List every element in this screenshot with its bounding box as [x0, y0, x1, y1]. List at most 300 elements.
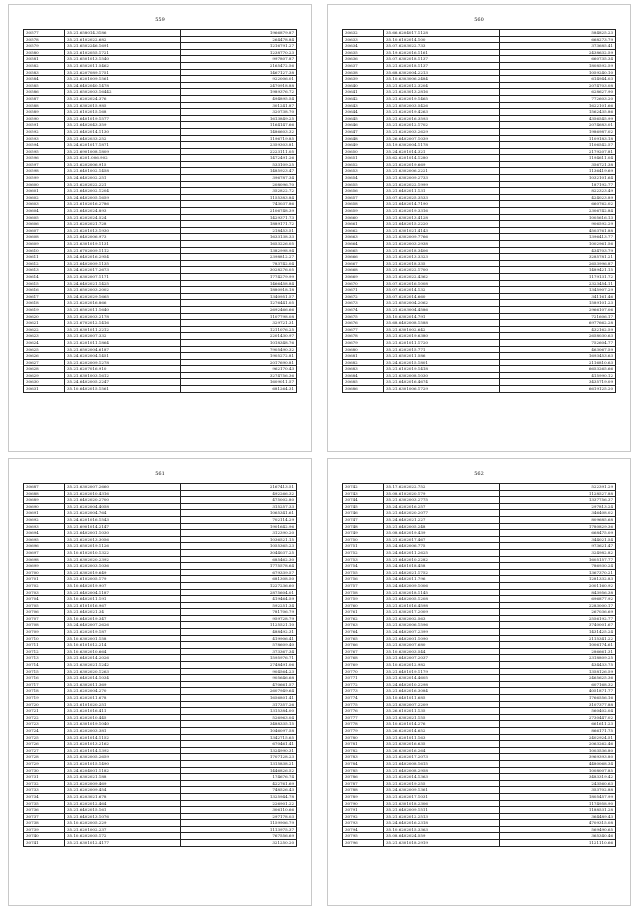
table-row: [343, 306, 616, 313]
table-row: [24, 780, 297, 787]
amount-cell: 1325944.78: [180, 793, 296, 800]
reference-cell: 35.21.6207089.1751: [64, 69, 180, 76]
table-row: [343, 287, 616, 294]
amount-cell: 721606.17: [499, 313, 615, 320]
row-id-cell: 30710: [24, 635, 65, 642]
row-id-cell: 30660: [343, 214, 384, 221]
reference-cell: 35.24.6202029.1665: [64, 293, 180, 300]
table-row: [343, 115, 616, 122]
amount-cell: 1780829.36: [499, 523, 615, 530]
row-id-cell: 30756: [343, 576, 384, 583]
reference-cell: 35.21.6202019.669: [383, 161, 499, 168]
row-id-cell: 30612: [24, 260, 65, 267]
row-id-cell: 30607: [24, 227, 65, 234]
reference-cell: 35.21.6201015.1490: [64, 760, 180, 767]
reference-cell: 35.21.6402001.1090: [383, 635, 499, 642]
row-id-cell: 30635: [343, 49, 384, 56]
table-row: [24, 510, 297, 517]
row-id-cell: 30711: [24, 642, 65, 649]
amount-cell: 1446826.52: [180, 767, 296, 774]
reference-cell: 35.21.658014.3186: [64, 30, 180, 37]
row-id-cell: 30703: [24, 589, 65, 596]
reference-cell: 35.21.6202019.6380: [383, 333, 499, 340]
row-id-cell: 30610: [24, 247, 65, 254]
row-id-cell: 30733: [24, 787, 65, 794]
amount-cell: 1337756.37: [499, 497, 615, 504]
table-row: [24, 563, 297, 570]
amount-cell: 297813.24: [499, 503, 615, 510]
row-id-cell: 30618: [24, 300, 65, 307]
table-row: [343, 596, 616, 603]
amount-cell: 419464.59: [180, 596, 296, 603]
table-row: [343, 701, 616, 708]
reference-cell: 35.24.6302009.1361: [383, 787, 499, 794]
reference-cell: 35.10.6401011.685: [383, 695, 499, 702]
reference-cell: 35.21.6201013.2162: [64, 741, 180, 748]
row-id-cell: 30681: [343, 353, 384, 360]
amount-cell: 1345907.29: [499, 287, 615, 294]
reference-cell: 35.24.6201014.321: [383, 148, 499, 155]
table-row: [24, 234, 297, 241]
row-id-cell: 30613: [24, 267, 65, 274]
amount-cell: 3028276.05: [180, 267, 296, 274]
table-row: [343, 530, 616, 537]
table-row: [343, 655, 616, 662]
reference-cell: 35.21.6502004.2062: [383, 300, 499, 307]
reference-cell: 35.07.6202014.132: [383, 287, 499, 294]
table-row: [24, 774, 297, 781]
row-id-cell: 30768: [343, 655, 384, 662]
reference-cell: 35.21.6402021.1752: [383, 569, 499, 576]
table-row: [343, 721, 616, 728]
table-row: [343, 181, 616, 188]
table-row: [343, 556, 616, 563]
table-row: [343, 582, 616, 589]
amount-cell: 208096.70: [180, 181, 296, 188]
table-row: [24, 69, 297, 76]
row-id-cell: 30707: [24, 615, 65, 622]
reference-cell: 35.21.6901014.2147: [64, 523, 180, 530]
row-id-cell: 30654: [343, 175, 384, 182]
amount-cell: 1609011.57: [180, 379, 296, 386]
table-row: [343, 366, 616, 373]
row-id-cell: 30737: [24, 813, 65, 820]
table-row: [24, 221, 297, 228]
reference-cell: 35.21.6302006.1596: [383, 622, 499, 629]
table-row: [343, 56, 616, 63]
reference-cell: 35.21.6202013.3056: [64, 536, 180, 543]
reference-cell: 35.08.6102020.179: [383, 490, 499, 497]
page-number: 562: [474, 471, 484, 477]
reference-cell: 35.21.6202003.2629: [383, 128, 499, 135]
table-row: [343, 267, 616, 274]
reference-cell: 35.10.6202015.3363: [383, 826, 499, 833]
row-id-cell: 30728: [24, 754, 65, 761]
row-id-cell: 30687: [24, 484, 65, 491]
reference-cell: 35.24.6402006.775: [383, 543, 499, 550]
reference-cell: 35.21.6202018.335: [383, 260, 499, 267]
row-id-cell: 30642: [343, 95, 384, 102]
amount-cell: 4709315.08: [499, 820, 615, 827]
reference-cell: 35.21.6402005.248: [383, 523, 499, 530]
table-row: [343, 300, 616, 307]
reference-cell: 35.21.6502246.1691: [64, 43, 180, 50]
table-row: [343, 760, 616, 767]
table-row: [343, 339, 616, 346]
amount-cell: 1164147.66: [180, 122, 296, 129]
table-row: [24, 82, 297, 89]
row-id-cell: 30655: [343, 181, 384, 188]
document-page: [8, 4, 312, 452]
table-row: [24, 675, 297, 682]
table-row: [343, 510, 616, 517]
table-row: [343, 662, 616, 669]
row-id-cell: 30659: [343, 208, 384, 215]
table-row: [343, 386, 616, 393]
row-id-cell: 30593: [24, 135, 65, 142]
amount-cell: 2692466.66: [180, 306, 296, 313]
row-id-cell: 30683: [343, 366, 384, 373]
row-id-cell: 30773: [343, 688, 384, 695]
table-row: [24, 767, 297, 774]
page-number: 561: [155, 471, 165, 477]
reference-cell: 35.21.6202024.524: [64, 214, 180, 221]
row-id-cell: 30590: [24, 115, 65, 122]
amount-cell: 681308.50: [180, 576, 296, 583]
table-row: [24, 582, 297, 589]
reference-cell: 35.24.6202017.2673: [64, 267, 180, 274]
reference-cell: 35.21.6202010.445: [64, 714, 180, 721]
row-id-cell: 30668: [343, 267, 384, 274]
amount-cell: 767556.69: [180, 833, 296, 840]
row-id-cell: 30795: [343, 833, 384, 840]
amount-cell: 748526.43: [180, 787, 296, 794]
reference-cell: 35.21.6202003.1036: [64, 563, 180, 570]
row-id-cell: 30616: [24, 287, 65, 294]
reference-cell: 35.21.6202003.2178: [64, 313, 180, 320]
row-id-cell: 30784: [343, 760, 384, 767]
reference-cell: 35.21.6102022.682: [64, 36, 180, 43]
row-id-cell: 30698: [24, 556, 65, 563]
reference-cell: 35.24.6202015.1801: [383, 359, 499, 366]
reference-cell: 35.21.6502011.1640: [64, 306, 180, 313]
amount-cell: 1107798.08: [180, 313, 296, 320]
table-row: [343, 227, 616, 234]
reference-cell: 35.21.6101016.967: [64, 602, 180, 609]
row-id-cell: 30628: [24, 366, 65, 373]
amount-cell: 2318809.25: [499, 655, 615, 662]
row-id-cell: 30663: [343, 234, 384, 241]
amount-cell: 592251.34: [180, 602, 296, 609]
table-row: [24, 201, 297, 208]
amount-cell: 1121110.66: [499, 840, 615, 847]
row-id-cell: 30736: [24, 807, 65, 814]
row-id-cell: 30653: [343, 168, 384, 175]
table-row: [24, 648, 297, 655]
amount-cell: 1467127.38: [180, 69, 296, 76]
row-id-cell: 30786: [343, 774, 384, 781]
amount-cell: 264478.84: [180, 36, 296, 43]
reference-cell: 35.21.6202017.1031: [383, 793, 499, 800]
row-id-cell: 30742: [343, 484, 384, 491]
table-row: [24, 629, 297, 636]
row-id-cell: 30700: [24, 569, 65, 576]
table-row: [24, 602, 297, 609]
table-row: [343, 333, 616, 340]
amount-cell: 2179207.81: [499, 148, 615, 155]
reference-cell: 35.21.6203021.678: [64, 793, 180, 800]
amount-cell: 1613849.25: [180, 115, 296, 122]
reference-cell: 35.21.6203004.4586: [383, 306, 499, 313]
reference-cell: 35.21.6202018.1137: [383, 62, 499, 69]
amount-cell: 1002961.56: [499, 241, 615, 248]
table-row: [343, 293, 616, 300]
reference-cell: 35.21.6202009.1278: [64, 359, 180, 366]
row-id-cell: 30632: [343, 30, 384, 37]
amount-cell: 3740001.67: [499, 622, 615, 629]
table-row: [24, 642, 297, 649]
amount-cell: 2167413.51: [180, 484, 296, 491]
amount-cell: 783742.04: [180, 260, 296, 267]
amount-cell: 679339.57: [180, 569, 296, 576]
row-id-cell: 30633: [343, 36, 384, 43]
table-row: [343, 320, 616, 327]
row-id-cell: 30775: [343, 701, 384, 708]
table-row: [24, 695, 297, 702]
table-row: [24, 260, 297, 267]
row-id-cell: 30624: [24, 339, 65, 346]
reference-cell: 35.21.6202007.332: [64, 333, 180, 340]
reference-cell: 35.26.6302016.264: [383, 747, 499, 754]
document-page: [8, 458, 312, 906]
reference-cell: 35.26.6102011.135: [383, 708, 499, 715]
row-id-cell: 30690: [24, 503, 65, 510]
table-row: [343, 214, 616, 221]
row-id-cell: 30761: [343, 609, 384, 616]
reference-cell: 35.21.6502003.16442: [64, 89, 180, 96]
reference-cell: 35.21.6202019.187: [64, 629, 180, 636]
reference-cell: 35.21.6301012.4177: [64, 840, 180, 847]
amount-cell: 1128527.88: [499, 490, 615, 497]
amount-cell: 2470918.88: [180, 82, 296, 89]
page-number: 560: [474, 17, 484, 23]
table-row: [343, 359, 616, 366]
table-row: [24, 227, 297, 234]
table-row: [343, 221, 616, 228]
amount-cell: 1174958.90: [499, 800, 615, 807]
row-id-cell: 30750: [343, 536, 384, 543]
row-id-cell: 30600: [24, 181, 65, 188]
table-row: [24, 787, 297, 794]
table-row: [24, 721, 297, 728]
reference-cell: 35.21.6302013.4128: [383, 214, 499, 221]
table-row: [343, 635, 616, 642]
table-row: [24, 128, 297, 135]
row-id-cell: 30678: [343, 333, 384, 340]
amount-cell: 1113975.37: [180, 826, 296, 833]
table-row: [343, 589, 616, 596]
amount-cell: 2402924.51: [499, 734, 615, 741]
amount-cell: 321250.20: [180, 840, 296, 847]
row-id-cell: 30788: [343, 787, 384, 794]
amount-cell: 1324990.31: [180, 747, 296, 754]
row-id-cell: 30780: [343, 734, 384, 741]
amount-cell: 470661.57: [180, 681, 296, 688]
amount-cell: 344021.54: [499, 536, 615, 543]
table-row: [24, 807, 297, 814]
row-id-cell: 30776: [343, 708, 384, 715]
table-row: [343, 602, 616, 609]
reference-cell: 35.21.6202016.3593: [383, 115, 499, 122]
reference-cell: 35.21.6402010.2282: [383, 556, 499, 563]
table-row: [343, 840, 616, 847]
amount-cell: 356721.38: [499, 161, 615, 168]
reference-cell: 35.21.6301003.1612: [64, 372, 180, 379]
table-row: [24, 503, 297, 510]
row-id-cell: 30657: [343, 194, 384, 201]
table-row: [343, 820, 616, 827]
amount-cell: 4503761.88: [499, 227, 615, 234]
table-row: [24, 109, 297, 116]
reference-cell: 35.21.6402011.131: [383, 188, 499, 195]
table-row: [343, 353, 616, 360]
table-row: [24, 161, 297, 168]
row-id-cell: 30671: [343, 287, 384, 294]
amount-cell: 2323454.11: [499, 280, 615, 287]
table-row: [24, 536, 297, 543]
amount-cell: 1880918.18: [180, 287, 296, 294]
table-row: [343, 313, 616, 320]
amount-cell: 786930.24: [499, 563, 615, 570]
amount-cell: 2116810.63: [499, 359, 615, 366]
amount-cell: 1227236.60: [180, 582, 296, 589]
table-row: [24, 747, 297, 754]
row-id-cell: 30591: [24, 122, 65, 129]
reference-cell: 35.21.6301011.2212: [64, 326, 180, 333]
amount-cell: 329721.31: [180, 320, 296, 327]
reference-cell: 35.21.6201014.1152: [64, 734, 180, 741]
table-row: [24, 826, 297, 833]
row-id-cell: 30691: [24, 510, 65, 517]
row-id-cell: 30577: [24, 30, 65, 37]
row-id-cell: 30583: [24, 69, 65, 76]
table-row: [343, 89, 616, 96]
reference-cell: 35.21.6202014.1363: [383, 774, 499, 781]
amount-cell: 1633138.33: [180, 234, 296, 241]
row-id-cell: 30712: [24, 648, 65, 655]
table-row: [24, 596, 297, 603]
row-id-cell: 30708: [24, 622, 65, 629]
row-id-cell: 30772: [343, 681, 384, 688]
table-row: [24, 56, 297, 63]
table-row: [24, 708, 297, 715]
table-row: [24, 293, 297, 300]
reference-cell: 35.21.6402008.2958: [383, 767, 499, 774]
amount-cell: 2001160.92: [499, 582, 615, 589]
amount-cell: 973621.47: [499, 543, 615, 550]
table-row: [24, 754, 297, 761]
amount-cell: 1989376.72: [180, 89, 296, 96]
amount-cell: 3044037.25: [180, 549, 296, 556]
table-row: [343, 135, 616, 142]
amount-cell: 6977662.28: [499, 320, 615, 327]
amount-cell: 809685.68: [499, 516, 615, 523]
amount-cell: 432162.59: [499, 326, 615, 333]
amount-cell: 1489421.15: [499, 267, 615, 274]
row-id-cell: 30749: [343, 530, 384, 537]
document-page: [327, 458, 631, 906]
amount-cell: 419906.41: [180, 635, 296, 642]
table-row: [343, 767, 616, 774]
amount-cell: 1367370.21: [499, 569, 615, 576]
row-id-cell: 30721: [24, 708, 65, 715]
reference-cell: 35.21.6402014.7190: [383, 201, 499, 208]
row-id-cell: 30579: [24, 43, 65, 50]
amount-cell: 463067.59: [499, 346, 615, 353]
table-row: [343, 543, 616, 550]
amount-cell: 2106748.39: [180, 208, 296, 215]
row-id-cell: 30658: [343, 201, 384, 208]
table-row: [343, 622, 616, 629]
reference-cell: 35.21.6402008.1615: [383, 760, 499, 767]
reference-cell: 35.21.6202022.1700: [383, 267, 499, 274]
amount-cell: 660735.34: [499, 56, 615, 63]
reference-cell: 35.10.6102010.1322: [64, 549, 180, 556]
ledger-table: [342, 29, 616, 393]
reference-cell: 35.21.6402007.2037: [383, 655, 499, 662]
row-id-cell: 30718: [24, 688, 65, 695]
reference-cell: 35.21.6502019.1126: [64, 543, 180, 550]
row-id-cell: 30693: [24, 523, 65, 530]
amount-cell: 3488335.15: [180, 721, 296, 728]
reference-cell: 35.21.6402033.252: [64, 135, 180, 142]
row-id-cell: 30640: [343, 82, 384, 89]
reference-cell: 35.21.6402015.161: [64, 807, 180, 814]
reference-cell: 35.07.6302018.1137: [383, 56, 499, 63]
row-id-cell: 30604: [24, 208, 65, 215]
reference-cell: 35.21.6402043.359: [64, 122, 180, 129]
reference-cell: 35.21.6302015.985: [64, 102, 180, 109]
reference-cell: 35.21.6201016.411: [64, 708, 180, 715]
reference-cell: 35.24.6402040.1478: [64, 82, 180, 89]
reference-cell: 35.21.6301002.642: [383, 326, 499, 333]
reference-cell: 35.10.6302010.664: [64, 648, 180, 655]
row-id-cell: 30777: [343, 714, 384, 721]
table-row: [24, 320, 297, 327]
table-row: [343, 833, 616, 840]
table-row: [24, 359, 297, 366]
table-row: [24, 214, 297, 221]
row-id-cell: 30699: [24, 563, 65, 570]
row-id-cell: 30701: [24, 576, 65, 583]
amount-cell: 1901642.96: [180, 523, 296, 530]
reference-cell: 35.24.6201016.1543: [64, 516, 180, 523]
amount-cell: 1036521.15: [180, 536, 296, 543]
amount-cell: 4480068.34: [499, 760, 615, 767]
table-row: [24, 800, 297, 807]
row-id-cell: 30747: [343, 516, 384, 523]
row-id-cell: 30605: [24, 214, 65, 221]
reference-cell: 35.24.6402021.227: [383, 516, 499, 523]
row-id-cell: 30673: [343, 300, 384, 307]
amount-cell: 614944.03: [499, 76, 615, 83]
table-row: [343, 497, 616, 504]
table-row: [24, 135, 297, 142]
row-id-cell: 30682: [343, 359, 384, 366]
reference-cell: 35.21.6702009.1112: [64, 247, 180, 254]
table-row: [24, 813, 297, 820]
amount-cell: 1382998.94: [180, 247, 296, 254]
